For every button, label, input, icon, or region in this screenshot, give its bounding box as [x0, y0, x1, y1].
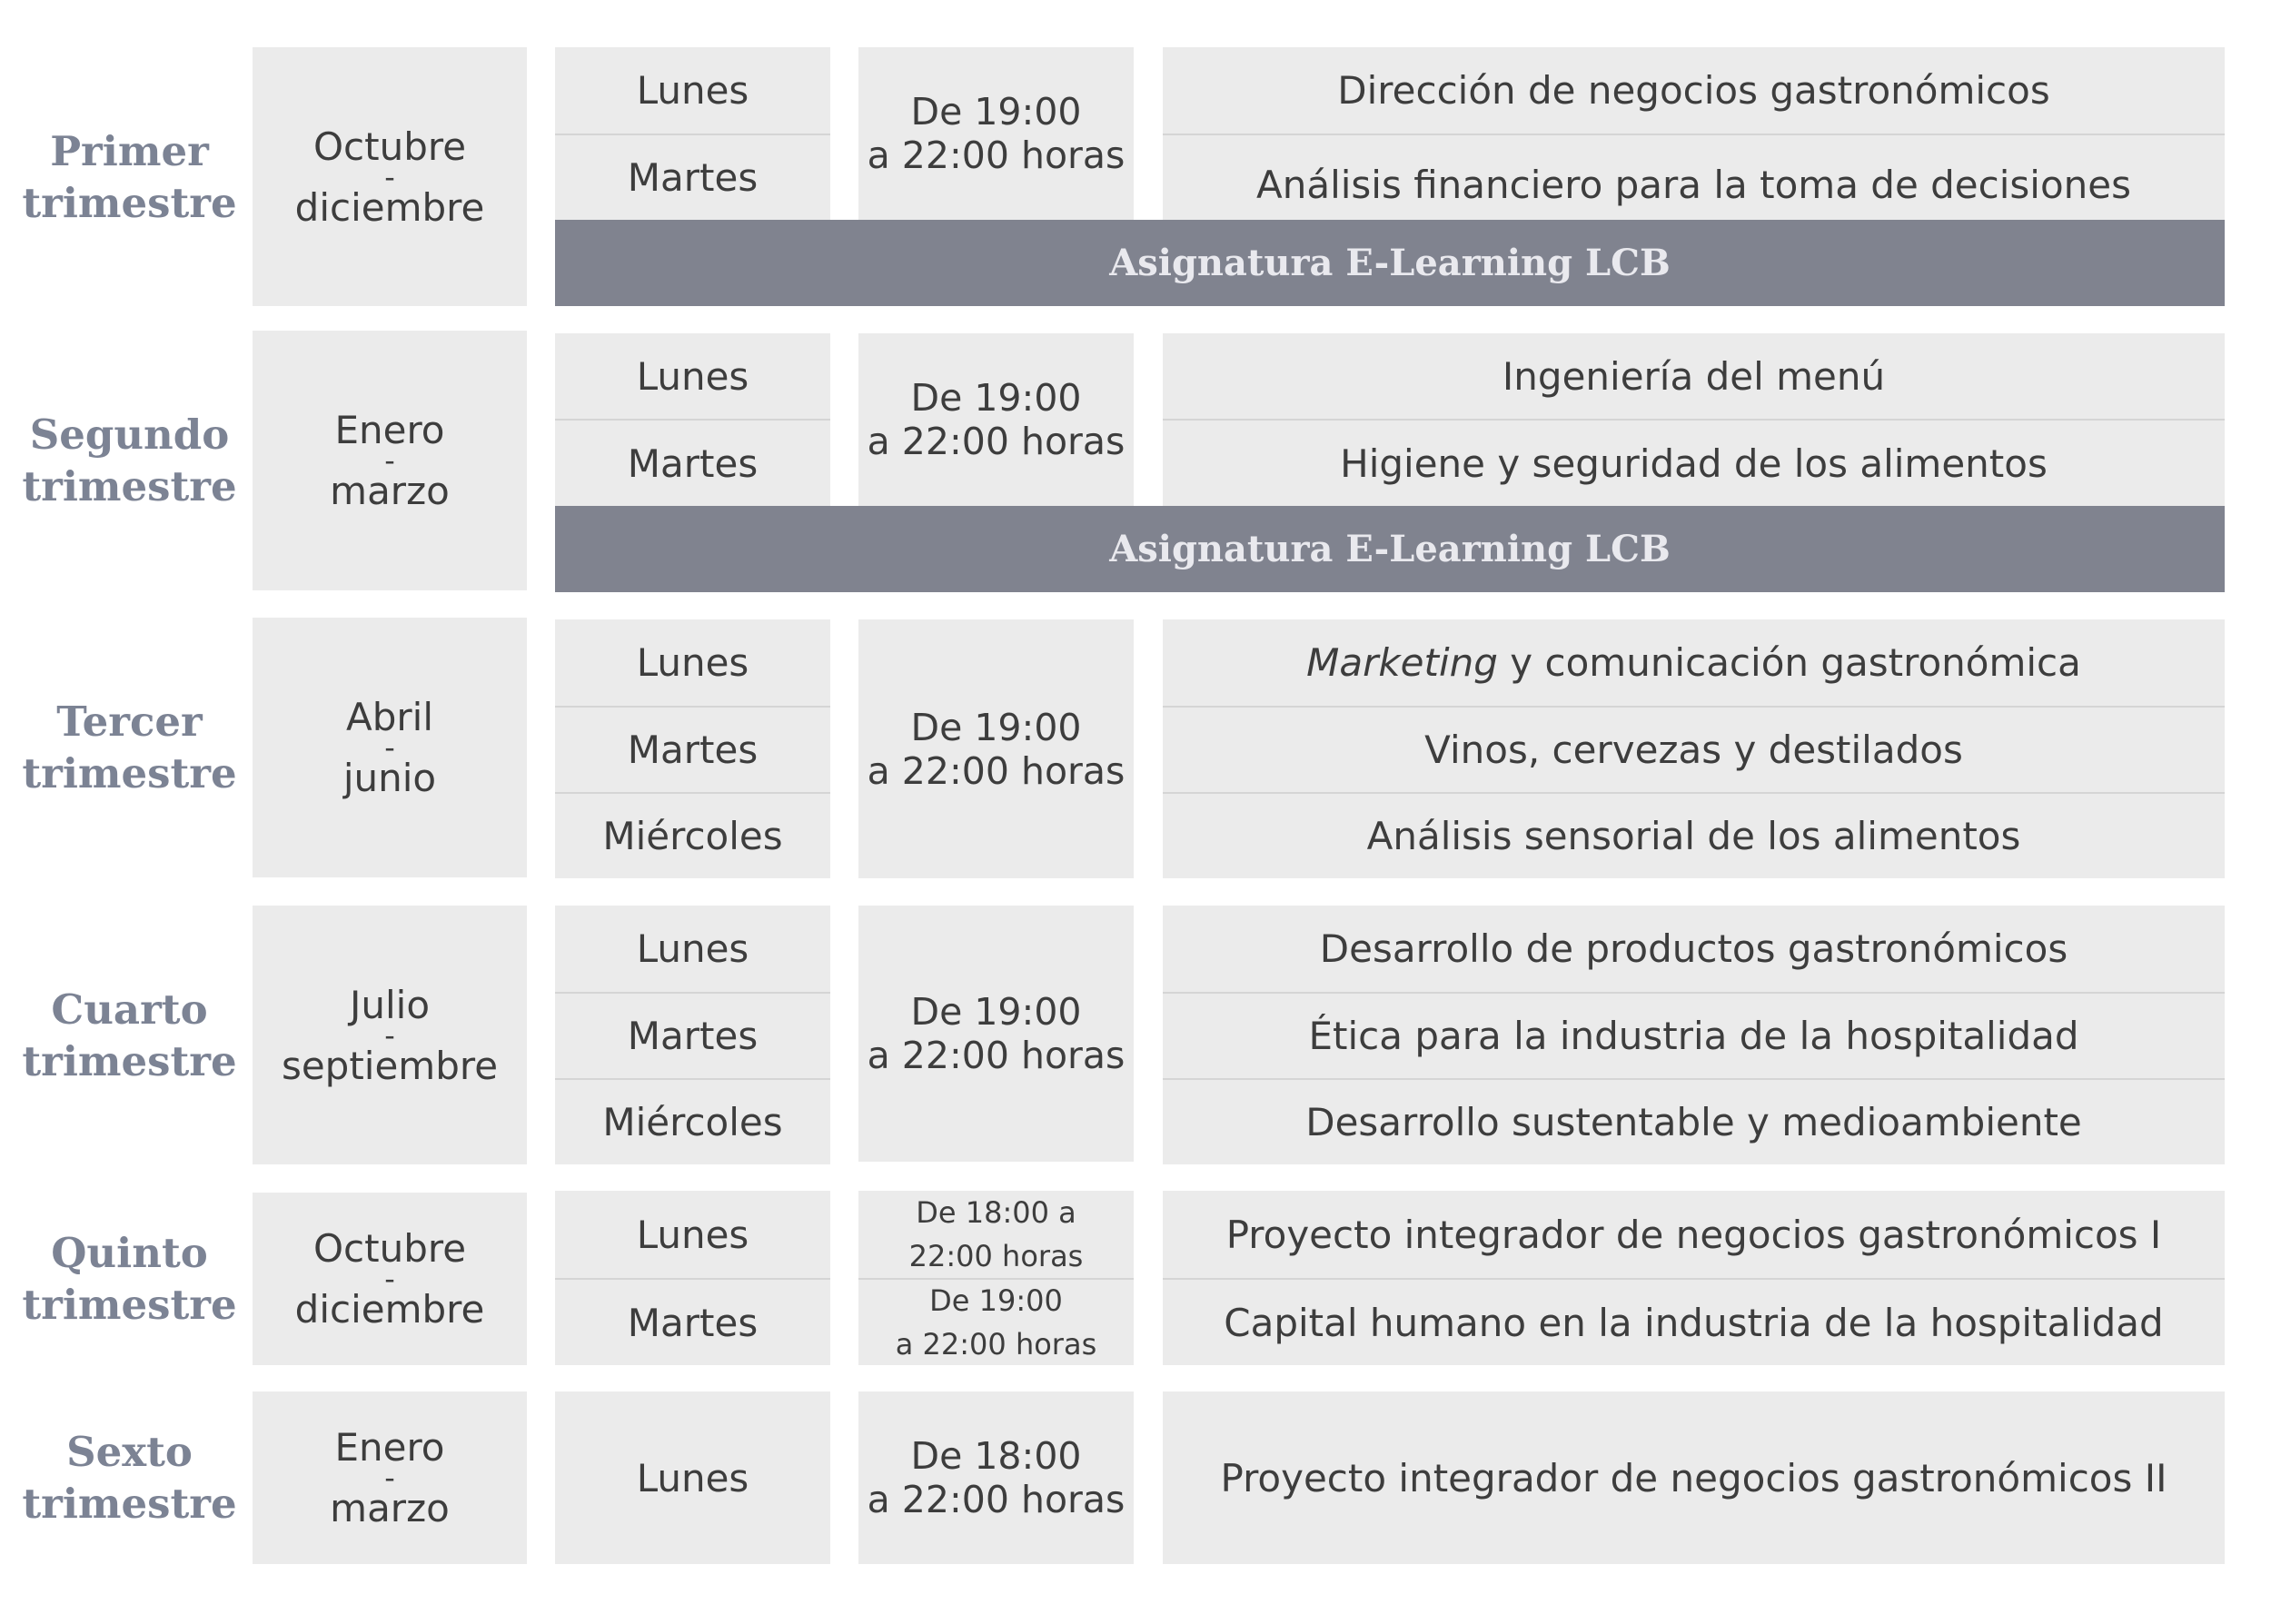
- subject-cell: Desarrollo sustentable y medioambiente: [1163, 1078, 2225, 1164]
- period-end: diciembre: [294, 184, 485, 230]
- trimester-word: trimestre: [22, 178, 237, 227]
- time-cell: [858, 619, 1134, 878]
- time-start: De 18:00 a: [916, 1195, 1076, 1230]
- elearning-banner: Asignatura E-Learning LCB: [555, 506, 2225, 592]
- subject-cell: Higiene y seguridad de los alimentos: [1163, 419, 2225, 506]
- period-dash: -: [384, 1461, 395, 1495]
- trimester-label: [0, 618, 259, 877]
- trimester-label: [0, 1391, 259, 1564]
- trimester-ordinal: Cuarto: [51, 985, 208, 1034]
- time-end: a 22:00 horas: [867, 1034, 1126, 1077]
- trimester-word: trimestre: [22, 749, 237, 797]
- subjects-column: [1163, 906, 2225, 1164]
- subject-cell: Proyecto integrador de negocios gastronómicos I: [1225, 1212, 2162, 1257]
- period-cell: [253, 331, 527, 590]
- trimester-ordinal: Primer: [50, 126, 209, 175]
- period-cell: [253, 1193, 527, 1365]
- period-end: marzo: [330, 1486, 450, 1530]
- day-cell: Lunes: [636, 353, 749, 399]
- subject-cell: Vinos, cervezas y destilados: [1163, 706, 2225, 792]
- period-end: marzo: [330, 469, 450, 513]
- day-cell: Lunes: [636, 926, 749, 971]
- elearning-banner: Asignatura E-Learning LCB: [555, 220, 2225, 306]
- time-cell: [858, 333, 1134, 506]
- period-cell: [253, 47, 527, 306]
- time-end: a 22:00 horas: [867, 420, 1126, 463]
- time-start: De 19:00: [910, 990, 1082, 1034]
- trimester-label: [0, 47, 259, 306]
- time-cell: [858, 1191, 1134, 1278]
- subjects-column: [1163, 333, 2225, 506]
- period-end: septiembre: [281, 1043, 499, 1088]
- trimester-ordinal: Quinto: [51, 1229, 208, 1277]
- day-cell: Miércoles: [555, 1078, 830, 1164]
- time-end: a 22:00 horas: [867, 1478, 1126, 1521]
- time-cell: [858, 1391, 1134, 1564]
- subject-cell: Capital humano en la industria de la hospitalidad: [1163, 1278, 2225, 1365]
- period-dash: -: [384, 443, 395, 478]
- subject-cell: Ética para la industria de la hospitalidad: [1163, 992, 2225, 1078]
- time-end: a 22:00 horas: [895, 1327, 1097, 1362]
- time-end: a 22:00 horas: [867, 748, 1126, 793]
- time-start: De 18:00: [910, 1434, 1082, 1478]
- days-column: [555, 333, 830, 506]
- time-cell: [858, 47, 1134, 220]
- period-cell: [253, 906, 527, 1164]
- day-cell: Martes: [555, 1278, 830, 1365]
- time-start: De 19:00: [910, 90, 1082, 134]
- day-cell: Lunes: [555, 1391, 830, 1564]
- period-start: Abril: [346, 695, 433, 739]
- subjects-column: [1163, 619, 2225, 878]
- subject-cell: Ingeniería del menú: [1502, 353, 1886, 399]
- trimester-word: trimestre: [22, 1281, 237, 1329]
- days-column: [555, 619, 830, 878]
- time-start: De 19:00: [929, 1283, 1063, 1318]
- subjects-column: [1163, 47, 2225, 220]
- period-end: diciembre: [294, 1287, 485, 1332]
- time-cell: [858, 906, 1134, 1162]
- time-start: De 19:00: [910, 376, 1082, 420]
- day-cell: Martes: [555, 992, 830, 1078]
- time-start: De 19:00: [910, 705, 1082, 749]
- subject-cell: Dirección de negocios gastronómicos: [1337, 68, 2050, 113]
- period-dash: -: [384, 730, 395, 765]
- trimester-ordinal: Segundo: [29, 411, 230, 459]
- day-cell: Lunes: [636, 68, 749, 113]
- subject-cell: Desarrollo de productos gastronómicos: [1319, 926, 2068, 971]
- times-column: [858, 1191, 1134, 1365]
- time-end: 22:00 horas: [908, 1239, 1084, 1273]
- period-dash: -: [384, 1262, 395, 1296]
- period-cell: [253, 1391, 527, 1564]
- days-column: [555, 1191, 830, 1365]
- day-cell: Martes: [555, 134, 830, 220]
- days-column: [555, 906, 830, 1164]
- subject-cell: [1163, 619, 2225, 706]
- period-end: junio: [342, 756, 437, 800]
- period-start: Enero: [334, 1425, 445, 1470]
- period-start: Enero: [334, 408, 445, 452]
- period-start: Julio: [349, 982, 431, 1027]
- trimester-word: trimestre: [22, 1036, 237, 1085]
- trimester-word: trimestre: [22, 462, 237, 510]
- trimester-label: [0, 906, 259, 1164]
- day-cell: Lunes: [636, 640, 749, 685]
- time-cell: [858, 1278, 1134, 1365]
- period-dash: -: [384, 1017, 395, 1053]
- period-start: Octubre: [312, 124, 467, 169]
- period-cell: [253, 618, 527, 877]
- subject-cell: Proyecto integrador de negocios gastronómicos II: [1163, 1391, 2225, 1564]
- trimester-word: trimestre: [22, 1480, 237, 1528]
- subject-rest-part: y comunicación gastronómica: [1497, 640, 2081, 685]
- trimester-label: [0, 1193, 259, 1365]
- time-end: a 22:00 horas: [867, 134, 1126, 177]
- subject-italic-part: Marketing: [1306, 640, 1498, 685]
- day-cell: Martes: [555, 706, 830, 792]
- period-dash: -: [384, 159, 395, 194]
- trimester-label: [0, 331, 259, 590]
- subject-cell: Análisis sensorial de los alimentos: [1163, 792, 2225, 878]
- trimester-ordinal: Sexto: [66, 1428, 193, 1476]
- days-column: [555, 47, 830, 220]
- day-cell: Martes: [555, 419, 830, 506]
- subject-cell: Análisis financiero para la toma de decisiones: [1163, 134, 2225, 233]
- period-start: Octubre: [312, 1226, 467, 1271]
- subjects-column: [1163, 1191, 2225, 1365]
- day-cell: Miércoles: [555, 792, 830, 878]
- day-cell: Lunes: [636, 1212, 749, 1257]
- trimester-ordinal: Tercer: [56, 698, 203, 746]
